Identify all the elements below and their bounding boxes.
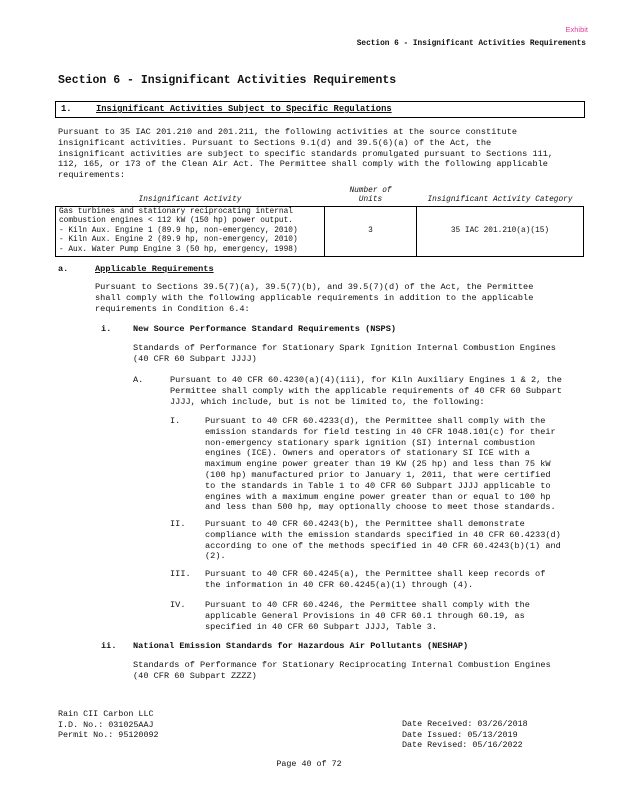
footer-permittee: Rain CII Carbon LLC I.D. No.: 031025AAJ Permit No.: 95120092 — [58, 709, 159, 741]
running-header: Section 6 - Insignificant Activities Requirements — [356, 40, 586, 48]
cell-units: 3 — [325, 207, 417, 257]
section-heading: Insignificant Activities Subject to Specific Regulations — [96, 104, 392, 114]
item-IV-text: Pursuant to 40 CFR 60.4246, the Permittee shall comply with the applicable General Provisions in 40 CFR 60.1 through 60.19, as specified in 40 CFR 60 Subpart JJJJ, Table 3. — [205, 600, 530, 632]
col-header-activity: Insignificant Activity — [138, 196, 242, 204]
section-heading-box — [55, 101, 585, 118]
item-A-label: A. — [133, 375, 144, 385]
exhibit-stamp: Exhibit — [565, 25, 588, 34]
page-number: Page 40 of 72 — [276, 759, 342, 769]
subsection-a-text: Pursuant to Sections 39.5(7)(a), 39.5(7)(b), and 39.5(7)(d) of the Act, the Permittee shall comply with the following applicable requirements in addition to the applicable requirements in Condition 6.4: — [95, 282, 534, 314]
footer-dates: Date Received: 03/26/2018 Date Issued: 05/13/2019 Date Revised: 05/16/2022 — [402, 719, 528, 751]
item-IV-label: IV. — [170, 600, 186, 610]
item-i-text: Standards of Performance for Stationary Spark Ignition Internal Combustion Engines (40 CFR 60 Subpart JJJJ) — [133, 343, 556, 364]
col-header-units-line2: Units — [358, 196, 383, 204]
item-II-label: II. — [170, 519, 186, 529]
item-ii-heading: National Emission Standards for Hazardous Air Pollutants (NESHAP) — [133, 641, 469, 651]
table-row — [56, 207, 584, 257]
col-header-units-line1: Number of — [349, 187, 392, 195]
item-I-text: Pursuant to 40 CFR 60.4233(d), the Permittee shall comply with the emission standards for field testing in 40 CFR 1048.101(c) for their non-emergency stationary spark ignition (SI) internal combustion engines (ICE). Owners and operators of stationary SI ICE with a maximum engine power greater than 19 KW (25 hp) and less than 75 kW (100 hp) manufactured prior to January 1, 2011, that were certified to the standards in Table 1 to 40 CFR 60 Subpart JJJJ applicable to engines with a maximum engine power greater than or equal to 100 hp and less than 500 hp, may optionally choose to meet those standards. — [205, 416, 556, 513]
item-III-text: Pursuant to 40 CFR 60.4245(a), the Permittee shall keep records of the information in 40 CFR 60.4245(a)(1) through (4). — [205, 569, 546, 590]
item-ii-text: Standards of Performance for Stationary Reciprocating Internal Combustion Engines (40 CFR 60 Subpart ZZZZ) — [133, 660, 551, 681]
item-A-text: Pursuant to 40 CFR 60.4230(a)(4)(iii), for Kiln Auxiliary Engines 1 & 2, the Permittee shall comply with the applicable requirements of 40 CFR 60 Subpart JJJJ, which include, but is not be limited to, the following: — [170, 375, 562, 407]
subsection-a-heading: Applicable Requirements — [95, 264, 214, 274]
section-number: 1. — [61, 104, 72, 114]
page-title: Section 6 - Insignificant Activities Requirements — [58, 74, 397, 87]
cell-category: 35 IAC 201.210(a)(15) — [417, 207, 584, 257]
cell-activity: Gas turbines and stationary reciprocating internal combustion engines < 112 kW (150 hp) power output. - Kiln Aux. Engine 1 (89.9 hp, non-emergency, 2010) - Kiln Aux. Engine 2 (89.9 hp, non-emergency, 2010) - Aux. Water Pump Engine 3 (50 hp, emergency, 1998) — [56, 207, 325, 257]
intro-paragraph: Pursuant to 35 IAC 201.210 and 201.211, the following activities at the source constitute insignificant activities. Pursuant to Sections 9.1(d) and 39.5(6)(a) of the Act, the insignificant activities are subject to specific standards promulgated pursuant to Sections 111, 112, 165, or 173 of the Clean Air Act. The Permittee shall comply with the following applicable requirements: — [58, 127, 554, 181]
item-III-label: III. — [170, 569, 191, 579]
item-ii-label: ii. — [101, 641, 117, 651]
item-II-text: Pursuant to 40 CFR 60.4243(b), the Permittee shall demonstrate compliance with the emission standards specified in 40 CFR 60.4233(d) according to one of the methods specified in 40 CFR 60.4243(b)(1) and (2). — [205, 519, 561, 562]
item-I-label: I. — [170, 416, 181, 426]
item-i-heading: New Source Performance Standard Requirements (NSPS) — [133, 324, 397, 334]
insignificant-activity-table — [55, 187, 584, 257]
item-i-label: i. — [101, 324, 112, 334]
subsection-a-label: a. — [58, 264, 69, 274]
col-header-units — [325, 187, 417, 207]
col-header-category: Insignificant Activity Category — [427, 196, 573, 204]
